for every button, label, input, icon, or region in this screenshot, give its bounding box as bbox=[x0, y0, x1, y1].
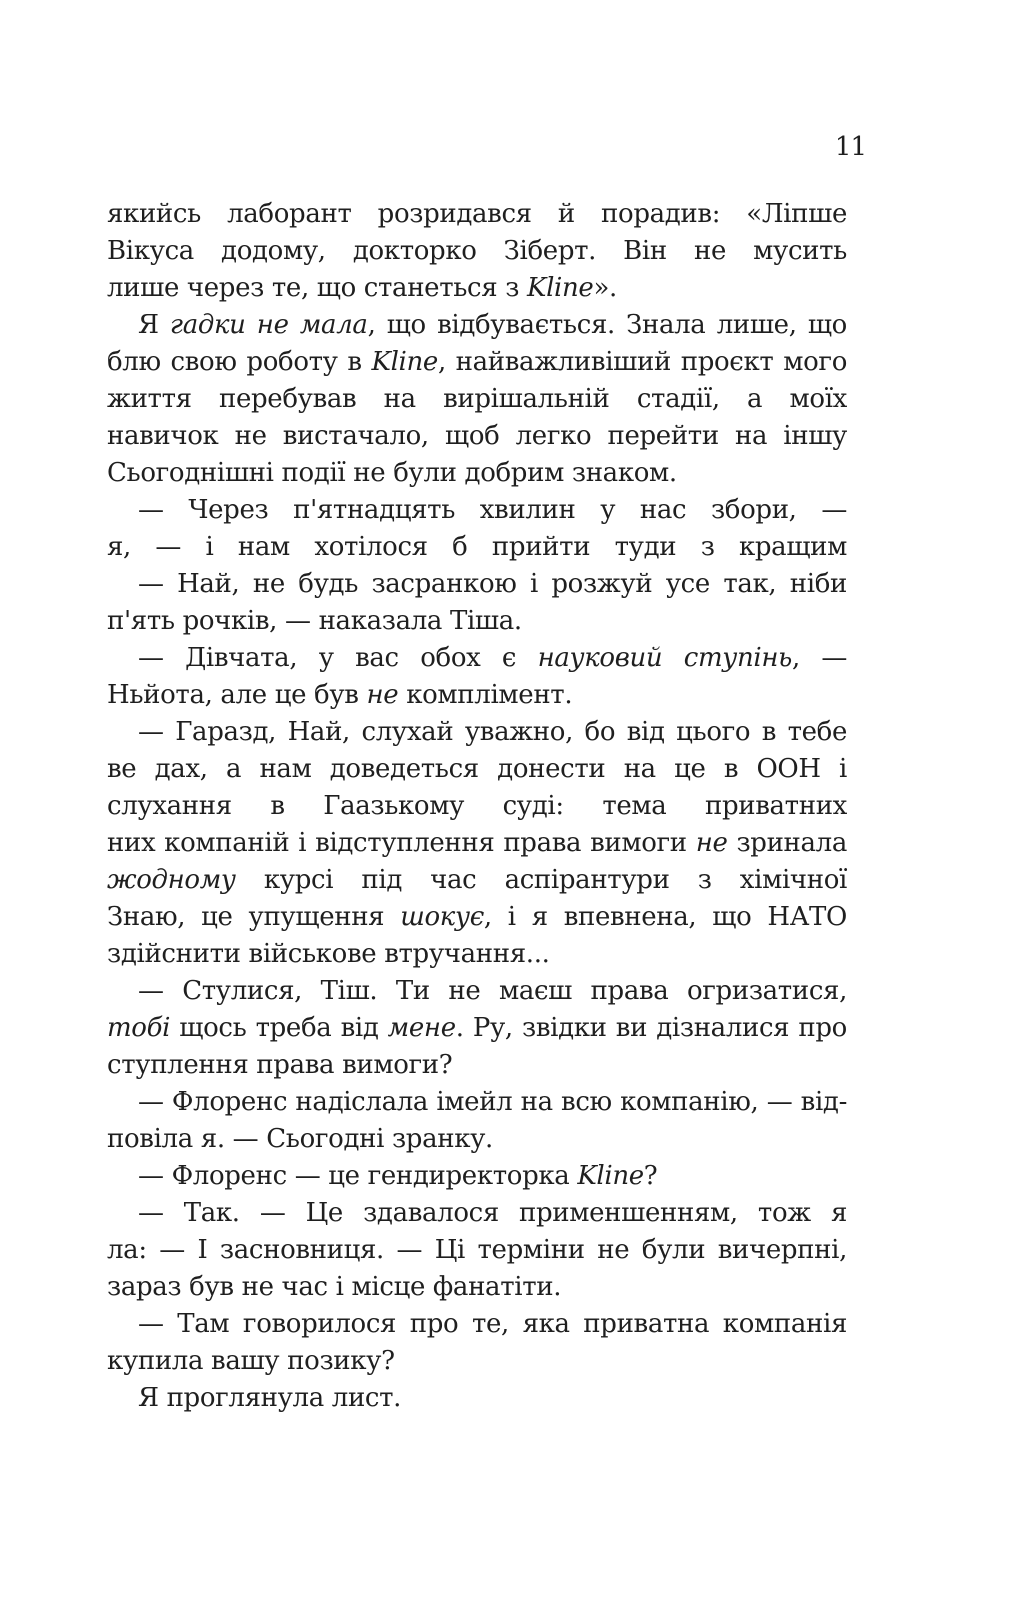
text-run: Вікуса додому, докторко Зіберт. Він не мусить bbox=[107, 236, 847, 266]
text-run: навичок не вистачало, щоб легко перейти на іншу bbox=[107, 421, 847, 451]
text-line bbox=[107, 196, 847, 233]
text-line bbox=[107, 1084, 847, 1121]
text-line bbox=[107, 603, 847, 640]
text-run: — Дівчата, у вас обох є bbox=[138, 643, 538, 673]
text-line bbox=[107, 1195, 847, 1232]
text-run: слухання в Гаазькому суді: тема приватних bbox=[107, 791, 847, 821]
italic-text: не bbox=[695, 828, 728, 858]
text-line bbox=[107, 492, 847, 529]
text-run: Я bbox=[138, 310, 170, 340]
italic-text: Kline bbox=[577, 1161, 644, 1191]
italic-text: мене bbox=[387, 1013, 456, 1043]
text-run: повіла я. — Сьогодні зранку. bbox=[107, 1124, 493, 1154]
text-line bbox=[107, 1269, 847, 1306]
text-run: — Флоренс надіслала імейл на всю компанію, — від- bbox=[138, 1087, 847, 1117]
text-run: п'ять рочків, — наказала Тіша. bbox=[107, 606, 522, 636]
text-line bbox=[107, 1047, 847, 1084]
body-text bbox=[107, 196, 847, 1417]
italic-text: Kline bbox=[371, 347, 438, 377]
italic-text: гадки не мала bbox=[169, 310, 368, 340]
text-run: життя перебував на вирішальній стадії, а моїх bbox=[107, 384, 847, 414]
italic-text: тобі bbox=[107, 1013, 171, 1043]
text-line bbox=[107, 677, 847, 714]
text-run: них компаній і відступлення права вимоги bbox=[107, 828, 696, 858]
text-run: , і я впевнена, що НАТО bbox=[483, 902, 847, 932]
text-run: . Ру, звідки ви дізналися про bbox=[455, 1013, 847, 1043]
text-line bbox=[107, 233, 847, 270]
text-run: ступлення права вимоги? bbox=[107, 1050, 453, 1080]
text-line bbox=[107, 1343, 847, 1380]
text-line bbox=[107, 270, 847, 307]
text-run: ». bbox=[593, 273, 617, 303]
text-line bbox=[107, 899, 847, 936]
text-run: курсі під час аспірантури з хімічної bbox=[263, 865, 847, 895]
text-line bbox=[107, 566, 847, 603]
text-run: здійснити військове втручання... bbox=[107, 939, 550, 969]
text-run: , — bbox=[791, 643, 847, 673]
text-run: — Гаразд, Най, слухай уважно, бо від цього в тебе bbox=[138, 717, 847, 747]
text-run: Знаю, це упущення bbox=[107, 902, 401, 932]
text-run: щось треба від bbox=[170, 1013, 388, 1043]
text-run: ? bbox=[643, 1161, 658, 1191]
text-line bbox=[107, 973, 847, 1010]
text-line bbox=[107, 862, 847, 899]
text-run: зараз був не час і місце фанатіти. bbox=[107, 1272, 562, 1302]
text-run: якийсь лаборант розридався й порадив: «Ліпше bbox=[107, 199, 847, 229]
text-run: я, — і нам хотілося б прийти туди з кращим bbox=[107, 532, 847, 562]
text-run: — Стулися, Тіш. Ти не маєш права огризатися, bbox=[138, 976, 847, 1006]
text-line bbox=[107, 788, 847, 825]
page-number: 11 bbox=[834, 132, 866, 162]
text-line bbox=[107, 1232, 847, 1269]
text-line bbox=[107, 1158, 847, 1195]
text-run: , найважливіший проєкт мого bbox=[437, 347, 847, 377]
italic-text: шокує bbox=[400, 902, 484, 932]
text-run: — Так. — Це здавалося применшенням, тож я bbox=[138, 1198, 847, 1228]
italic-text: Kline bbox=[527, 273, 594, 303]
text-line bbox=[107, 307, 847, 344]
text-run: ла: — І засновниця. — Ці терміни не були вичерпні, bbox=[107, 1235, 847, 1265]
text-run: — Най, не будь засранкою і розжуй усе так, ніби bbox=[138, 569, 847, 599]
text-line bbox=[107, 381, 847, 418]
text-line bbox=[107, 1380, 847, 1417]
text-line bbox=[107, 344, 847, 381]
text-run: купила вашу позику? bbox=[107, 1346, 395, 1376]
text-run: блю свою роботу в bbox=[107, 347, 372, 377]
text-run: ве дах, а нам доведеться донести на це в ООН і bbox=[107, 754, 847, 784]
text-line bbox=[107, 1010, 847, 1047]
text-line bbox=[107, 825, 847, 862]
italic-text: науковий ступінь bbox=[537, 643, 792, 673]
text-line bbox=[107, 751, 847, 788]
italic-text: не bbox=[366, 680, 399, 710]
text-run: комплімент. bbox=[398, 680, 573, 710]
text-run: — Там говорилося про те, яка приватна компанія bbox=[138, 1309, 847, 1339]
text-line bbox=[107, 1121, 847, 1158]
text-run: Сьогоднішні події не були добрим знаком. bbox=[107, 458, 677, 488]
text-line bbox=[107, 936, 847, 973]
text-line bbox=[107, 1306, 847, 1343]
text-run: — Через п'ятнадцять хвилин у нас збори, — bbox=[138, 495, 847, 525]
text-run: зринала bbox=[736, 828, 847, 858]
text-line bbox=[107, 529, 847, 566]
italic-text: жодному bbox=[107, 865, 236, 895]
text-line bbox=[107, 640, 847, 677]
text-run: Я проглянула лист. bbox=[138, 1383, 402, 1413]
text-run: Ньйота, але це був bbox=[107, 680, 367, 710]
text-run: — Флоренс — це гендиректорка bbox=[138, 1161, 578, 1191]
text-line bbox=[107, 455, 847, 492]
text-run: , що відбувається. Знала лише, що bbox=[367, 310, 847, 340]
text-line bbox=[107, 714, 847, 751]
text-line bbox=[107, 418, 847, 455]
text-run: лише через те, що станеться з bbox=[107, 273, 527, 303]
